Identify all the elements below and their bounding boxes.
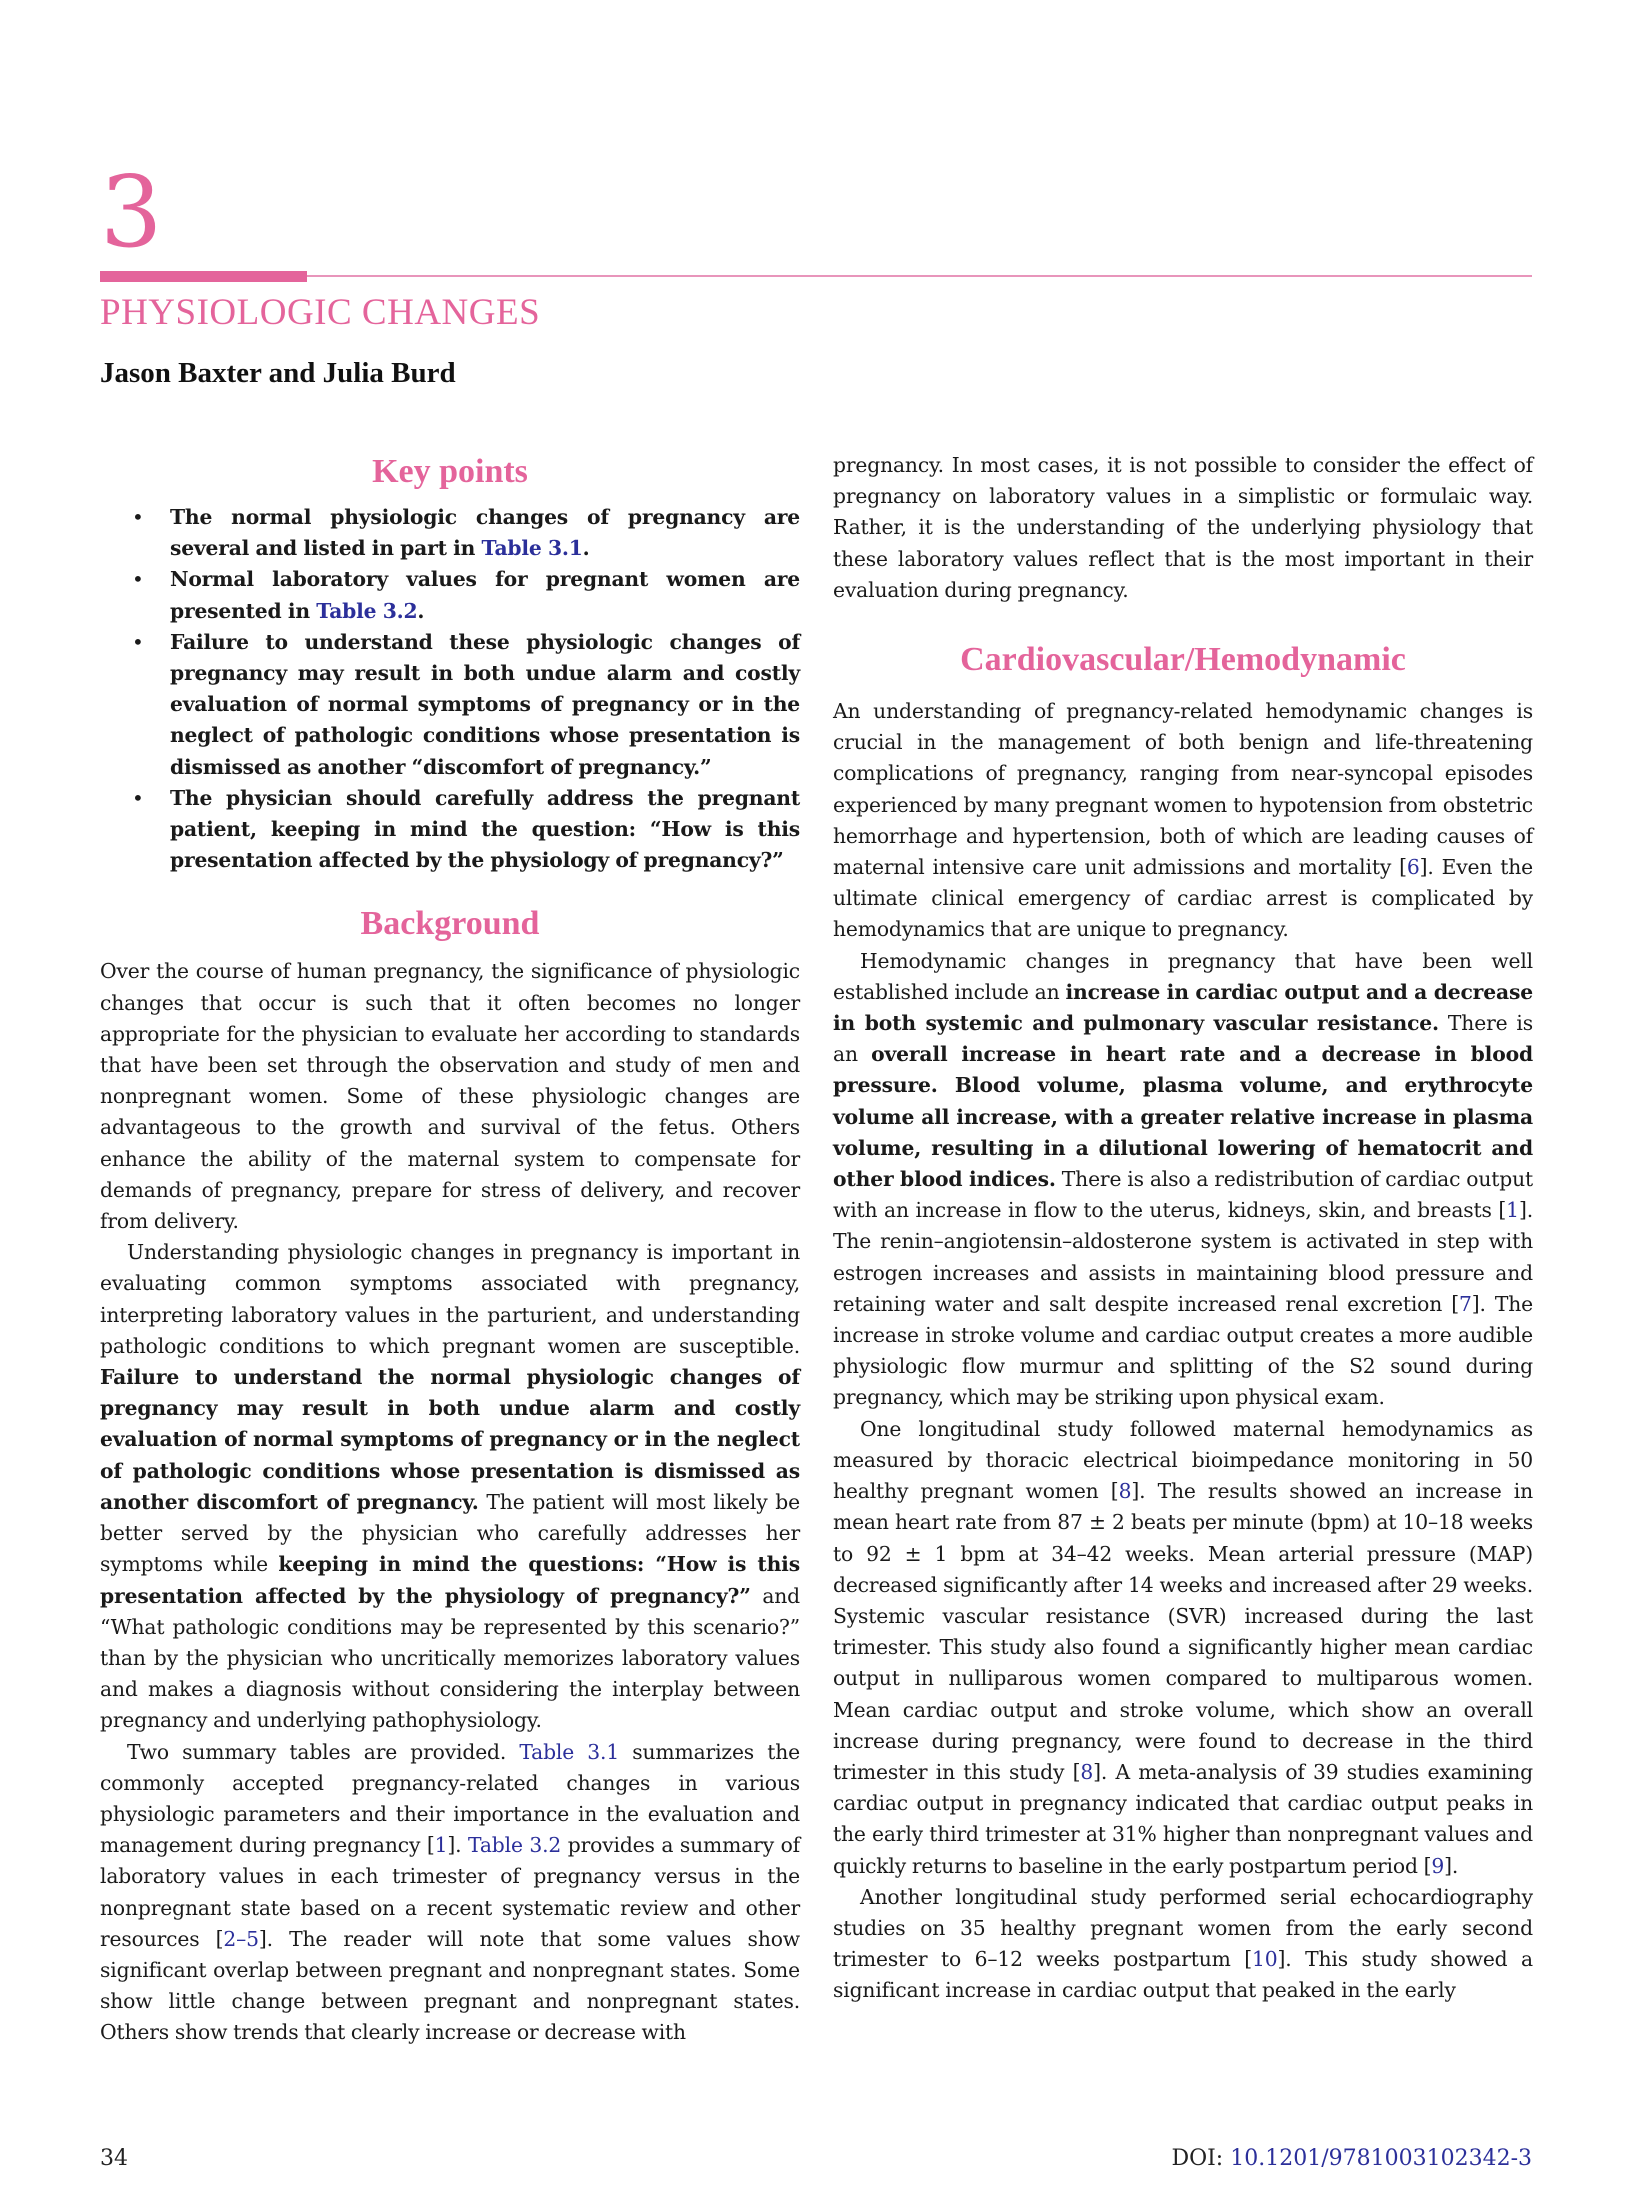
text-span: ]. This study showed a significant increase in cardiac output that peaked in the early [833, 1947, 1533, 2003]
key-point-text: The physician should carefully address the pregnant patient, keeping in mind the question: “How is this presentation affected by the physiology of pregnancy?” [170, 785, 800, 873]
citation-link[interactable]: 7 [1458, 1291, 1472, 1316]
text-span: ]. The results showed an increase in mean heart rate from 87 ± 2 beats per minute (bpm) at 10–18 weeks to 92 ± 1 bpm at 34–42 weeks. Mean arterial pressure (MAP) decreased significantly after 14 weeks and increased after 29 weeks. Systemic vascular resistance (SVR) increased during the last trimester. This study also found a significantly higher mean cardiac output in nulliparous women compared to multiparous women. Mean cardiac output and stroke volume, which show an overall increase during pregnancy, were found to decrease in the third trimester in this study [ [833, 1479, 1533, 1784]
key-point-item [132, 627, 800, 783]
key-point-text: Failure to understand these physiologic changes of pregnancy may result in both undue alarm and costly evaluation of normal symptoms of pregnancy or in the neglect of pathologic conditions whose presentation is dismissed as another “discomfort of pregnancy.” [170, 629, 800, 779]
bullet-icon: • [132, 567, 144, 592]
right-column [833, 450, 1533, 2007]
key-point-item [132, 783, 800, 877]
background-paragraph-3 [100, 1737, 800, 2049]
key-point-item [132, 502, 800, 564]
bullet-icon: • [132, 785, 144, 810]
table-link[interactable]: Table 3.1 [481, 536, 583, 561]
text-span: There is also a redistribution of cardiac output with an increase in flow to the uterus, kidneys, skin, and breasts [ [833, 1167, 1533, 1223]
citation-link[interactable]: 6 [1406, 855, 1420, 880]
citation-link[interactable]: 10 [1252, 1947, 1278, 1972]
text-span: ]. A meta-analysis of 39 studies examining cardiac output in pregnancy indicated that cardiac output peaks in the early third trimester at 31% higher than nonpregnant values and quickly returns to baseline in the early postpartum period [ [833, 1759, 1533, 1878]
text-span: The patient will most likely be better served by the physician who carefully addresses her symptoms while [100, 1489, 800, 1577]
text-span: summarizes the commonly accepted pregnancy-related changes in various physiologic parameters and their importance in the evaluation and management during pregnancy [ [100, 1739, 800, 1858]
chapter-number: 3 [100, 156, 163, 270]
bullet-icon: • [132, 505, 144, 529]
key-points-heading: Key points [372, 453, 528, 490]
doi-link[interactable]: 10.1201/9781003102342-3 [1230, 2146, 1532, 2171]
cardio-paragraph-2 [833, 946, 1533, 1414]
emphasis-text: keeping in mind the questions: “How is this presentation affected by the physiology of pregnancy?” [100, 1552, 800, 1608]
text-span: Hemodynamic changes in pregnancy that have been well established include an [833, 948, 1533, 1004]
emphasis-text: overall increase in heart rate and a decrease in blood pressure. Blood volume, plasma volume, and erythrocyte volume all increase, with a greater relative increase in plasma volume, resulting in a dilutional lowering of hematocrit and other blood indices. [833, 1042, 1533, 1192]
emphasis-text: increase in cardiac output and a decrease in both systemic and pulmonary vascular resistance. [833, 979, 1533, 1036]
cardio-paragraph-3 [833, 1414, 1533, 1882]
citation-link[interactable]: 8 [1080, 1759, 1094, 1784]
table-link[interactable]: Table 3.2 [316, 598, 418, 623]
key-point-text: The normal physiologic changes of pregnancy are several and listed in part in [170, 505, 800, 561]
doi-label: DOI: [1171, 2146, 1231, 2171]
key-point-text: Normal laboratory values for pregnant women are presented in [170, 567, 800, 623]
cardio-paragraph-1 [833, 696, 1533, 946]
cardiovascular-heading: Cardiovascular/Hemodynamic [960, 641, 1406, 679]
chapter-rule [100, 275, 1532, 277]
cardio-paragraph-4 [833, 1882, 1533, 2007]
chapter-authors: Jason Baxter and Julia Burd [100, 357, 456, 389]
text-span: Two summary tables are provided. [127, 1739, 520, 1764]
background-heading: Background [360, 905, 540, 943]
key-point-text: . [582, 536, 590, 561]
chapter-title: PHYSIOLOGIC CHANGES [100, 292, 541, 333]
text-span: ]. [1444, 1853, 1459, 1878]
chapter-rule-accent [100, 271, 307, 282]
doi [1171, 2146, 1532, 2171]
table-link[interactable]: Table 3.2 [468, 1833, 562, 1858]
text-span: ]. The reader will note that some values show significant overlap between pregnant and nonpregnant states. Some show little change between pregnant and nonpregnant states. Others show trends that clearly increase or decrease with [100, 1926, 800, 2045]
citation-link[interactable]: 1 [434, 1833, 448, 1858]
text-span: ]. The renin–angiotensin–aldosterone system is activated in step with estrogen increases and assists in maintaining blood pressure and retaining water and salt despite increased renal excretion [ [833, 1198, 1533, 1316]
citation-link[interactable]: 9 [1431, 1853, 1445, 1878]
emphasis-text: Failure to understand the normal physiologic changes of pregnancy may result in both undue alarm and costly evaluation of normal symptoms of pregnancy or in the neglect of pathologic conditions whose presentation is dismissed as another discomfort of pregnancy. [100, 1365, 800, 1514]
key-point-item [132, 564, 800, 626]
text-span: An understanding of pregnancy-related hemodynamic changes is crucial in the management of both benign and life-threatening complications of pregnancy, ranging from near-syncopal episodes experienced by many pregnant women to hypotension from obstetric hemorrhage and hypertension, both of which are leading causes of maternal intensive care unit admissions and mortality [ [833, 699, 1533, 880]
text-span: One longitudinal study followed maternal hemodynamics as measured by thoracic electrical bioimpedance monitoring in 50 healthy pregnant women [ [833, 1416, 1533, 1504]
text-span: ]. [447, 1833, 469, 1858]
background-paragraph-3-continued: pregnancy. In most cases, it is not possible to consider the effect of pregnancy on laboratory values in a simplistic or formulaic way. Rather, it is the understanding of the underlying physiology that these laboratory values reflect that is the most important in their evaluation during pregnancy. [833, 453, 1533, 602]
text-span: ]. The increase in stroke volume and cardiac output creates a more audible physiologic flow murmur and splitting of the S2 sound during pregnancy, which may be striking upon physical exam. [833, 1291, 1533, 1410]
citation-link[interactable]: 2–5 [223, 1926, 259, 1951]
key-points-list [100, 502, 800, 876]
citation-link[interactable]: 8 [1118, 1479, 1132, 1504]
citation-link[interactable]: 1 [1506, 1198, 1519, 1223]
text-span: There is an [833, 1011, 1534, 1067]
text-span: and “What pathologic conditions may be represented by this scenario?” than by the physician who uncritically memorizes laboratory values and makes a diagnosis without considering the interplay between pregnancy and underlying pathophysiology. [100, 1583, 801, 1733]
background-paragraph-1: Over the course of human pregnancy, the significance of physiologic changes that occur is such that it often becomes no longer appropriate for the physician to evaluate her according to standards that have been set through the observation and study of men and nonpregnant women. Some of these physiologic changes are advantageous to the growth and survival of the fetus. Others enhance the ability of the maternal system to compensate for demands of pregnancy, prepare for stress of delivery, and recover from delivery. [100, 959, 800, 1234]
page-number: 34 [100, 2146, 128, 2171]
text-span: provides a summary of laboratory values in each trimester of pregnancy versus in the nonpregnant state based on a recent systematic review and other resources [ [100, 1833, 801, 1951]
bullet-icon: • [132, 629, 144, 654]
background-paragraph-2 [100, 1237, 800, 1736]
text-span: ]. Even the ultimate clinical emergency of cardiac arrest is complicated by hemodynamics that are unique to pregnancy. [833, 855, 1533, 942]
text-span: Another longitudinal study performed serial echocardiography studies on 35 healthy pregnant women from the early second trimester to 6–12 weeks postpartum [ [833, 1884, 1533, 1972]
table-link[interactable]: Table 3.1 [519, 1739, 620, 1764]
key-point-text: . [417, 598, 425, 623]
text-span: Understanding physiologic changes in pregnancy is important in evaluating common symptoms associated with pregnancy, interpreting laboratory values in the parturient, and understanding pathologic conditions to which pregnant women are susceptible. [100, 1240, 800, 1358]
left-column [100, 450, 800, 2049]
